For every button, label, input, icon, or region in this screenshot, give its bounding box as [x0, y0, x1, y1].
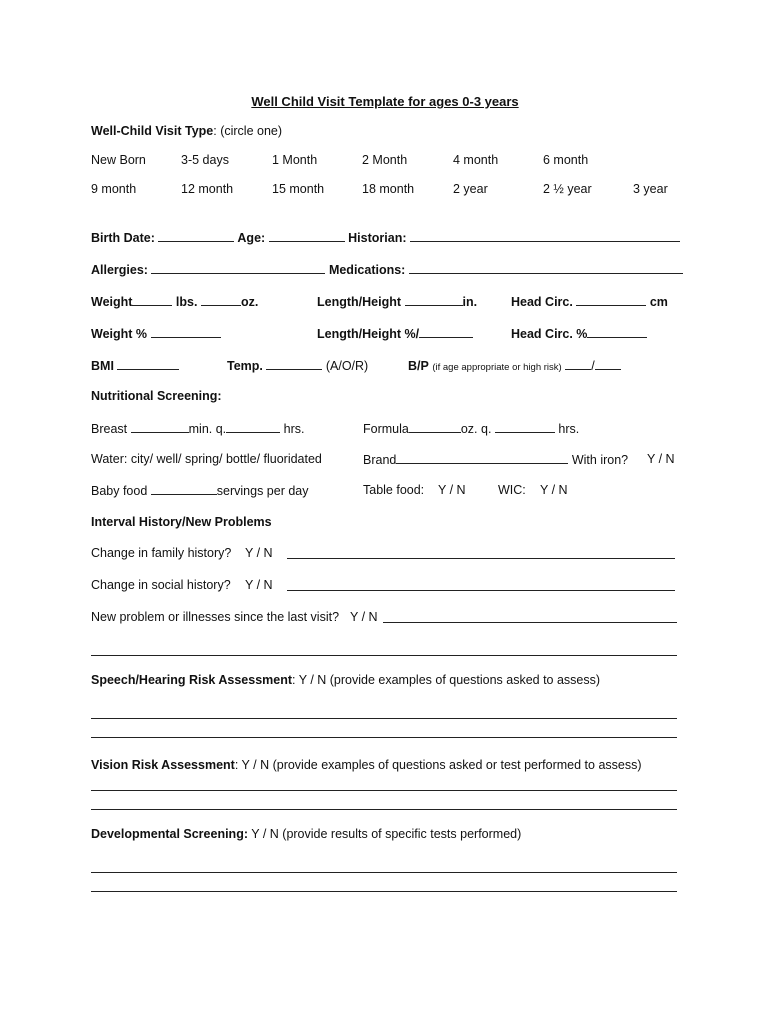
head-circ-group	[511, 293, 668, 310]
table-food-label: Table food:	[363, 483, 425, 497]
visit-type-label: Well-Child Visit Type	[91, 124, 214, 138]
vision-heading	[91, 757, 642, 773]
visit-type-instruction: : (circle one)	[213, 124, 283, 138]
length-height-pct-label: Length/Height %/	[317, 327, 420, 341]
bp-group	[408, 357, 621, 376]
bp-separator: /	[591, 359, 595, 373]
historian-field[interactable]	[410, 229, 680, 242]
visit-option-9-month[interactable]: 9 month	[91, 182, 137, 196]
baby-food-label: Baby food	[91, 484, 148, 498]
visit-option-1-month[interactable]: 1 Month	[272, 153, 318, 167]
brand-label: Brand	[363, 453, 397, 467]
new-problem-label: New problem or illnesses since the last visit?	[91, 610, 340, 624]
page-title: Well Child Visit Template for ages 0-3 years	[251, 94, 519, 109]
demographics-row-1	[91, 229, 680, 246]
breast-hrs-field[interactable]	[226, 420, 280, 433]
vision-line-2[interactable]	[91, 809, 677, 810]
bp-note: (if age appropriate or high risk)	[432, 362, 562, 373]
interval-history-heading: Interval History/New Problems	[91, 515, 272, 529]
new-problem-field[interactable]	[383, 610, 677, 623]
allergies-label: Allergies:	[91, 263, 148, 277]
allergies-field[interactable]	[151, 261, 325, 274]
family-history-label: Change in family history?	[91, 546, 232, 560]
water-source[interactable]: Water: city/ well/ spring/ bottle/ fluoridated	[91, 452, 322, 466]
medications-label: Medications:	[328, 263, 406, 277]
bp-systolic-field[interactable]	[565, 357, 591, 370]
with-iron-yn[interactable]: Y / N	[647, 452, 675, 466]
temp-field[interactable]	[266, 357, 322, 370]
bmi-label: BMI	[91, 359, 114, 373]
weight-pct-field[interactable]	[151, 325, 221, 338]
visit-option-4-month[interactable]: 4 month	[453, 153, 499, 167]
social-history-label: Change in social history?	[91, 578, 231, 592]
family-history-field[interactable]	[287, 546, 675, 559]
lbs-label: lbs.	[175, 295, 198, 309]
breast-hrs-label: hrs.	[283, 422, 305, 436]
visit-option-2-month[interactable]: 2 Month	[362, 153, 408, 167]
developmental-instruction: Y / N (provide results of specific tests performed)	[248, 827, 522, 841]
head-circ-label: Head Circ.	[511, 295, 573, 309]
length-height-pct-field[interactable]	[419, 325, 473, 338]
visit-option-3-year[interactable]: 3 year	[633, 182, 668, 196]
table-food-yn[interactable]: Y / N	[438, 483, 466, 497]
bp-label: B/P	[408, 359, 429, 373]
speech-hearing-line-2[interactable]	[91, 737, 677, 738]
formula-label: Formula	[363, 422, 409, 436]
developmental-heading	[91, 826, 521, 842]
min-q-label: min. q.	[188, 422, 227, 436]
weight-pct-group	[91, 325, 221, 342]
servings-label: servings per day	[216, 484, 309, 498]
visit-option-3-5-days[interactable]: 3-5 days	[181, 153, 229, 167]
brand-group	[363, 451, 628, 468]
developmental-line-1[interactable]	[91, 872, 677, 873]
new-problem-extra-line[interactable]	[91, 655, 677, 656]
length-pct-group	[317, 325, 473, 342]
visit-option-18-month[interactable]: 18 month	[362, 182, 415, 196]
temp-label: Temp.	[227, 359, 263, 373]
length-height-label: Length/Height	[317, 295, 402, 309]
new-problem-yn[interactable]: Y / N	[350, 610, 378, 624]
vision-label: Vision Risk Assessment	[91, 758, 235, 772]
weight-pct-label: Weight %	[91, 327, 148, 341]
bmi-field[interactable]	[117, 357, 179, 370]
cm-label: cm	[649, 295, 668, 309]
brand-field[interactable]	[396, 451, 568, 464]
visit-option-2-year[interactable]: 2 year	[453, 182, 488, 196]
medications-field[interactable]	[409, 261, 683, 274]
formula-group	[363, 420, 579, 437]
weight-label: Weight	[91, 295, 133, 309]
nutrition-heading: Nutritional Screening:	[91, 389, 222, 403]
social-history-field[interactable]	[287, 578, 675, 591]
oz-label: oz.	[240, 295, 259, 309]
visit-option-12-month[interactable]: 12 month	[181, 182, 234, 196]
breast-group	[91, 420, 304, 437]
bmi-group	[91, 357, 179, 374]
age-label: Age:	[237, 231, 266, 245]
formula-hrs-label: hrs.	[558, 422, 580, 436]
with-iron-label: With iron?	[571, 453, 629, 467]
speech-hearing-label: Speech/Hearing Risk Assessment	[91, 673, 293, 687]
temp-group	[227, 357, 368, 374]
visit-type-heading	[91, 123, 282, 139]
breast-label: Breast	[91, 422, 128, 436]
visit-option-6-month[interactable]: 6 month	[543, 153, 589, 167]
length-group	[317, 293, 477, 310]
weight-oz-field[interactable]	[201, 293, 241, 306]
family-history-yn[interactable]: Y / N	[245, 546, 273, 560]
length-height-field[interactable]	[405, 293, 463, 306]
developmental-line-2[interactable]	[91, 891, 677, 892]
vision-instruction: : Y / N (provide examples of questions asked or test performed to assess)	[234, 758, 642, 772]
age-field[interactable]	[269, 229, 345, 242]
head-circ-pct-field[interactable]	[587, 325, 647, 338]
head-circ-pct-group	[511, 325, 647, 342]
speech-hearing-heading	[91, 672, 600, 688]
oz-q-label: oz. q.	[460, 422, 492, 436]
social-history-yn[interactable]: Y / N	[245, 578, 273, 592]
bp-diastolic-field[interactable]	[595, 357, 621, 370]
speech-hearing-line-1[interactable]	[91, 718, 677, 719]
visit-option-newborn[interactable]: New Born	[91, 153, 146, 167]
wic-label: WIC:	[498, 483, 526, 497]
visit-option-2-half-year[interactable]: 2 ½ year	[543, 182, 592, 196]
vision-line-1[interactable]	[91, 790, 677, 791]
in-label: in.	[462, 295, 478, 309]
formula-oz-field[interactable]	[409, 420, 461, 433]
birth-date-label: Birth Date:	[91, 231, 155, 245]
temp-route: (A/O/R)	[325, 359, 369, 373]
visit-option-15-month[interactable]: 15 month	[272, 182, 325, 196]
historian-label: Historian:	[348, 231, 407, 245]
head-circ-field[interactable]	[576, 293, 646, 306]
baby-food-group	[91, 482, 309, 499]
baby-food-field[interactable]	[151, 482, 217, 495]
head-circ-pct-label: Head Circ. %	[511, 327, 588, 341]
weight-lbs-field[interactable]	[132, 293, 172, 306]
formula-hrs-field[interactable]	[495, 420, 555, 433]
speech-hearing-instruction: : Y / N (provide examples of questions asked to assess)	[292, 673, 601, 687]
demographics-row-2	[91, 261, 683, 278]
wic-yn[interactable]: Y / N	[540, 483, 568, 497]
birth-date-field[interactable]	[158, 229, 234, 242]
developmental-label: Developmental Screening:	[91, 827, 248, 841]
breast-min-field[interactable]	[131, 420, 189, 433]
weight-group	[91, 293, 258, 310]
